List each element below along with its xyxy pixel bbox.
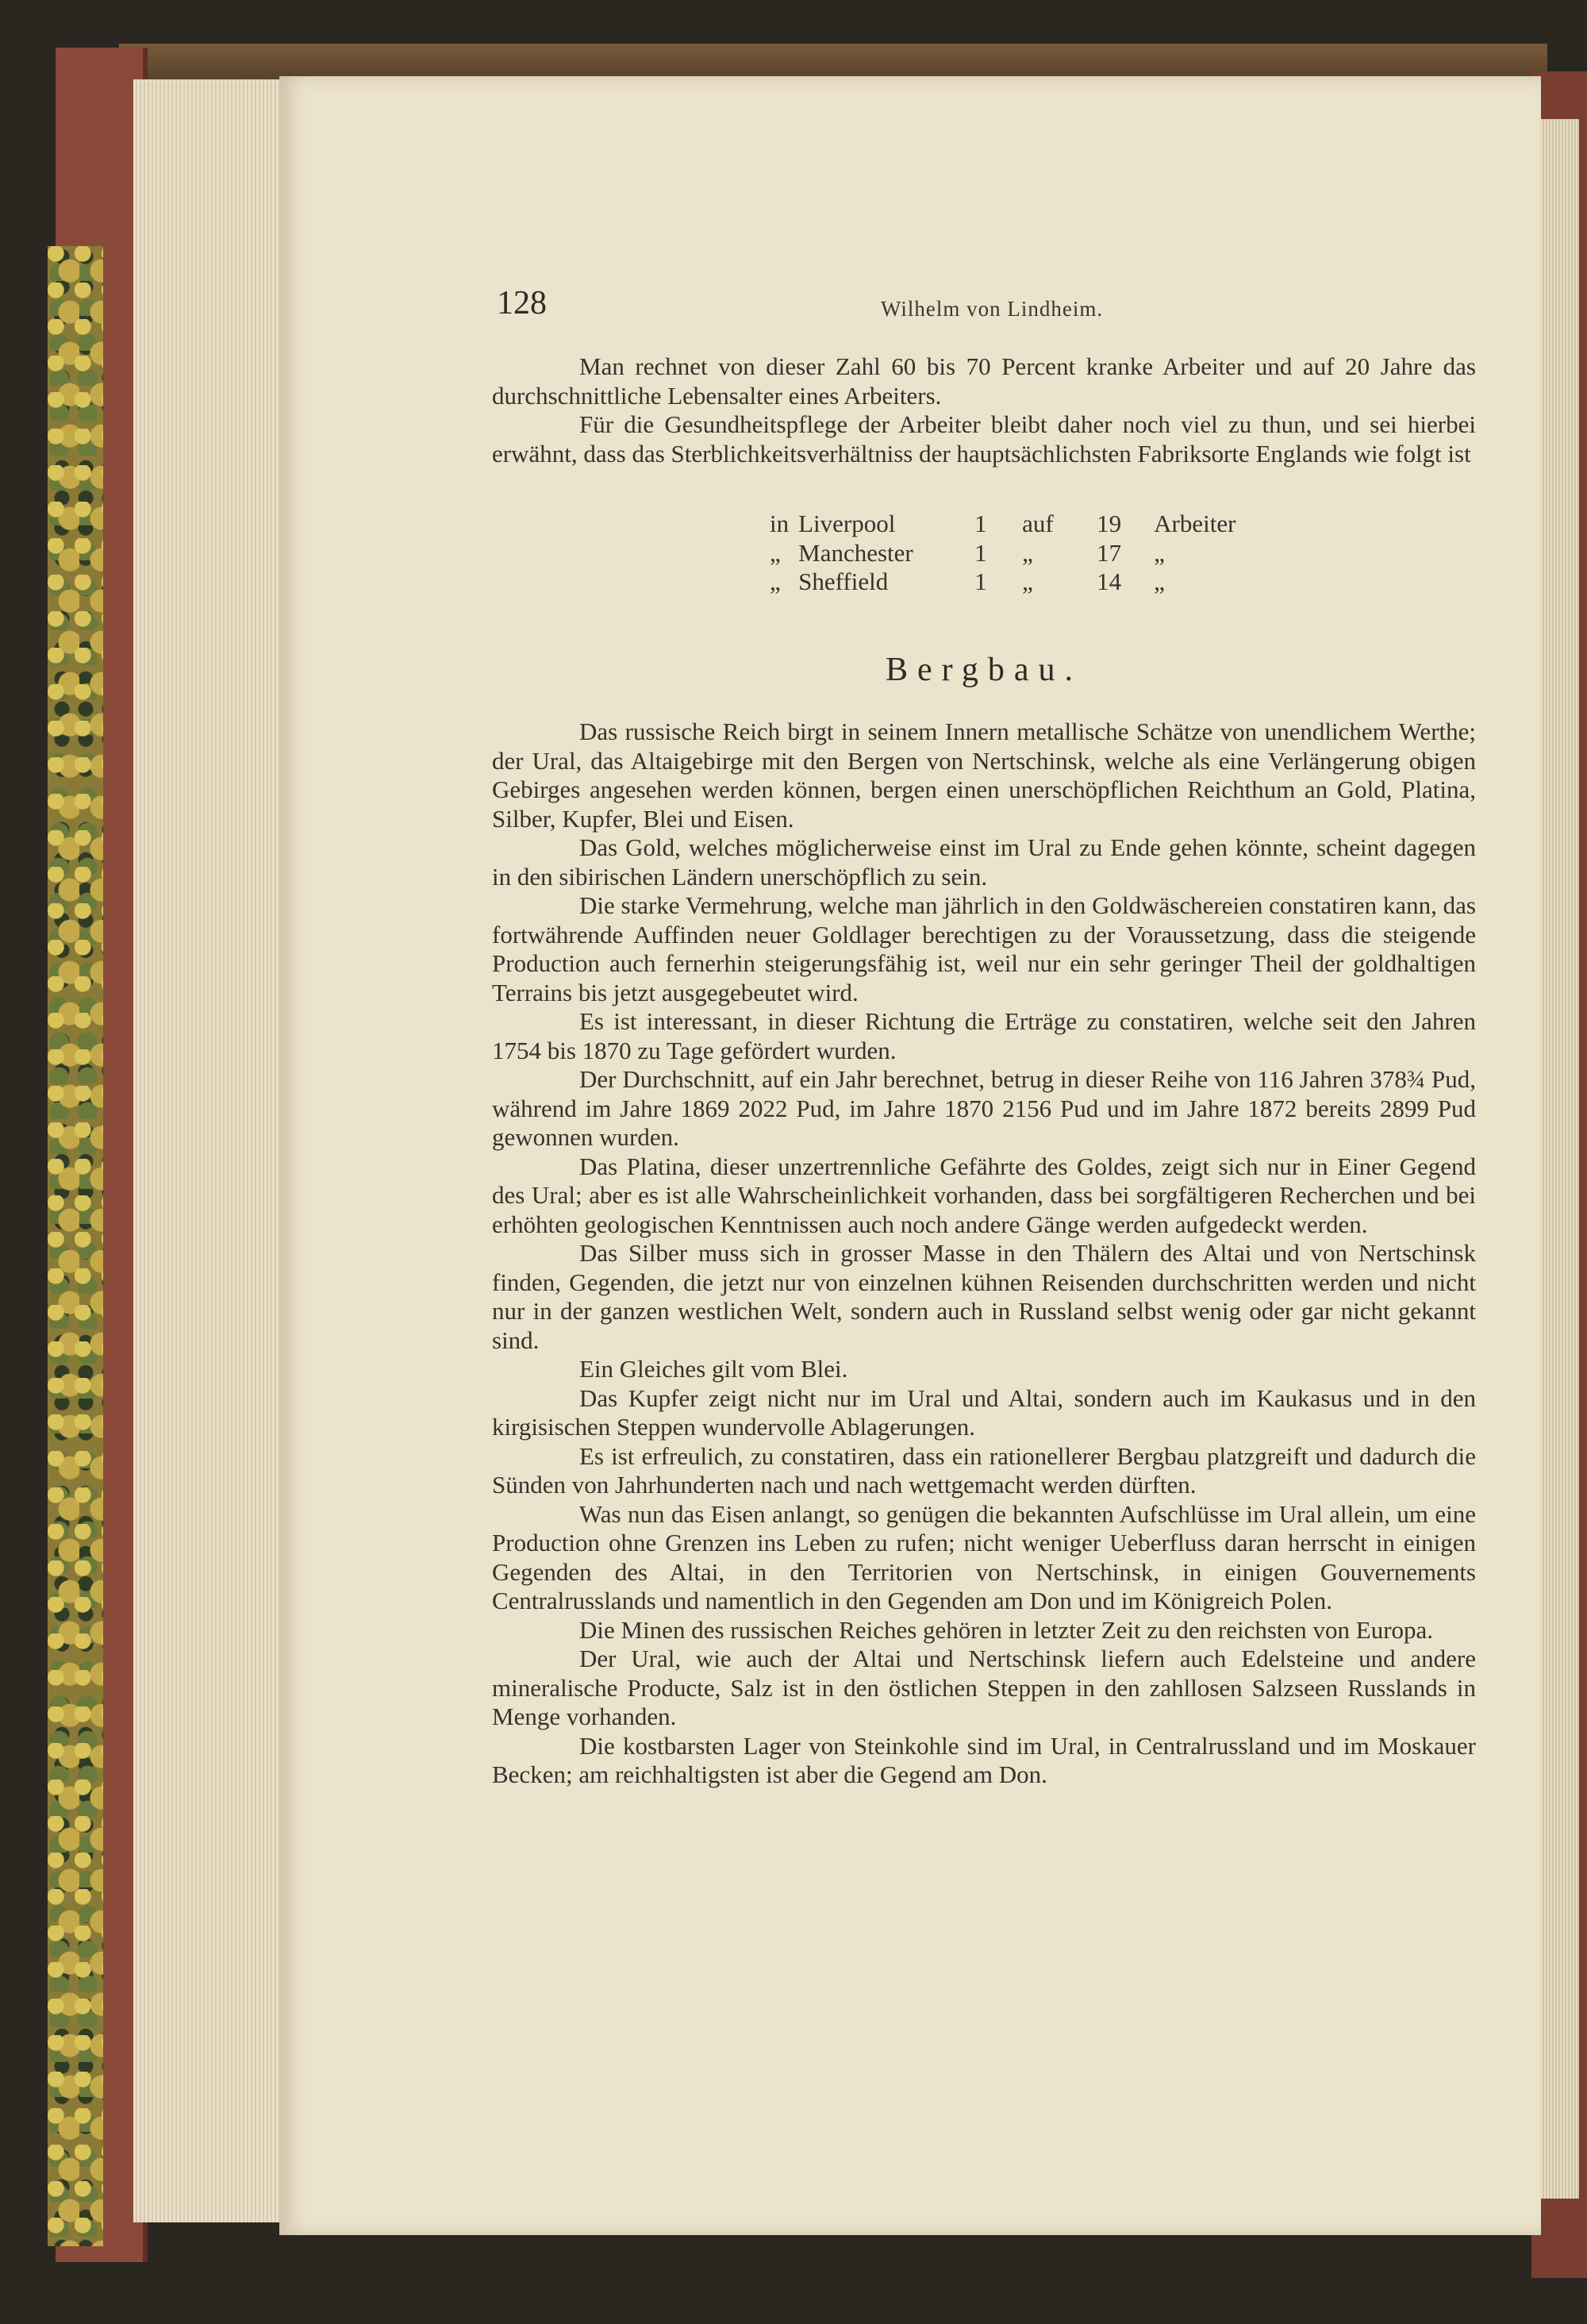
table-cell-prefix: „ [770,538,781,567]
paragraph: Der Durchschnitt, auf ein Jahr berechnet, betrug in dieser Reihe von 116 Jahren 378¾ Pud, während im Jahre 1869 2022 Pud, im Jahre 1870 2156 Pud und im Jahre 1872 bereits 2899 Pud gewonnen wurden. [492,1065,1476,1151]
table-cell-city: Liverpool [798,510,896,537]
table-cell-prefix: „ [770,568,781,595]
table-cell-unit: Arbeiter [1154,510,1236,537]
intro-text [492,352,1476,468]
page-edges-left [133,79,284,2222]
paragraph: Die kostbarsten Lager von Steinkohle sind im Ural, in Centralrussland und im Moskauer Becken; am reichhaltigsten ist aber die Gegend am Don. [492,1731,1476,1788]
table-cell-one: 1 [974,538,987,567]
table-cell-prefix: in [770,510,790,537]
table-cell-number: 17 [1097,538,1122,567]
paragraph: Man rechnet von dieser Zahl 60 bis 70 Percent kranke Arbeiter und auf 20 Jahre das durchschnittliche Lebensalter eines Arbeiters. [492,352,1476,410]
table-row [770,510,1245,539]
paragraph: Das Gold, welches möglicherweise einst im Ural zu Ende gehen könnte, scheint dagegen in den sibirischen Ländern unerschöpflich zu sein. [492,833,1476,891]
section-heading: Bergbau. [885,652,1083,688]
running-head: Wilhelm von Lindheim. [881,297,1104,321]
paragraph: Es ist interessant, in dieser Richtung die Erträge zu constatiren, welche seit den Jahren 1754 bis 1870 zu Tage gefördert wurden. [492,1007,1476,1064]
paragraph: Die starke Vermehrung, welche man jährlich in den Goldwäschereien constatiren kann, das fortwährende Auffinden neuer Goldlager berechtigen zu der Voraussetzung, dass die steigende Production auch fernerhin steigerungsfähig ist, weil nur ein sehr geringer Theil der goldhaltigen Terrains bis jetzt ausgegebeutet wird. [492,891,1476,1006]
table-cell-number: 19 [1097,510,1122,537]
table-cell-one: 1 [974,568,987,595]
mortality-table [770,510,1245,597]
paragraph: Ein Gleiches gilt vom Blei. [579,1355,848,1383]
section-text [492,718,1476,1790]
paragraph: Das Kupfer zeigt nicht nur im Ural und Altai, sondern auch im Kaukasus und in den kirgisischen Steppen wundervolle Ablagerungen. [492,1383,1476,1441]
paragraph: Die Minen des russischen Reiches gehören in letzter Zeit zu den reichsten von Europa. [579,1615,1434,1644]
paragraph: Das russische Reich birgt in seinem Innern metallische Schätze von unendlichem Werthe; der Ural, das Altaigebirge mit den Bergen von Nertschinsk, welche als eine Verlängerung obigen Gebirges angesehen werden können, bergen einen unerschöpflichen Reichthum an Gold, Platina, Silber, Kupfer, Blei und Eisen. [492,718,1476,833]
table-row [770,568,1245,597]
table-cell-city: Sheffield [798,568,889,595]
paragraph: Das Platina, dieser unzertrennliche Gefährte des Goldes, zeigt sich nur in Einer Gegend des Ural; aber es ist alle Wahrscheinlichkeit vorhanden, dass bei sorgfältigeren Recherchen und bei erhöhten geologischen Kenntnissen auch noch andere Gänge werden aufgedeckt werden. [492,1152,1476,1238]
page-number: 128 [497,285,547,321]
table-cell-unit: „ [1154,568,1165,595]
page-edges-right [1541,119,1579,2199]
table-cell-on: auf [1022,510,1054,537]
table-cell-unit: „ [1154,538,1165,567]
paragraph: Der Ural, wie auch der Altai und Nertschinsk liefern auch Edelsteine und andere mineralische Producte, Salz ist in den östlichen Steppen in den zahllosen Salzseen Russlands in Menge vorhanden. [492,1645,1476,1730]
paragraph: Für die Gesundheitspflege der Arbeiter bleibt daher noch viel zu thun, und sei hierbei erwähnt, dass das Sterblichkeitsverhältniss der hauptsächlichsten Fabriksorte Englands wie folgt ist [492,410,1476,467]
marbled-edge [48,246,103,2246]
table-cell-on: „ [1022,538,1033,567]
paragraph: Was nun das Eisen anlangt, so genügen die bekannten Aufschlüsse im Ural allein, um eine Production ohne Grenzen ins Leben zu rufen; nicht weniger Ueberfluss daran herrscht in einigen Gegenden des Altai, in den Territorien von Nertschinsk, in einigen Gouvernements Centralrusslands und namentlich in den Gegenden am Don und im Königreich Polen. [492,1499,1476,1614]
table-cell-city: Manchester [798,538,913,567]
table-cell-number: 14 [1097,568,1122,595]
table-cell-on: „ [1022,568,1033,595]
table-cell-one: 1 [974,510,987,537]
paragraph: Es ist erfreulich, zu constatiren, dass ein rationellerer Bergbau platzgreift und dadurch die Sünden von Jahrhunderten nach und nach wettgemacht werden dürften. [492,1441,1476,1499]
paragraph: Das Silber muss sich in grosser Masse in den Thälern des Altai und von Nertschinsk finden, Gegenden, die jetzt nur von einzelnen kühnen Reisenden durchschritten werden und nicht nur in der ganzen westlichen Welt, sondern auch in Russland selbst wenig oder gar nicht gekannt sind. [492,1239,1476,1354]
table-row [770,539,1245,568]
